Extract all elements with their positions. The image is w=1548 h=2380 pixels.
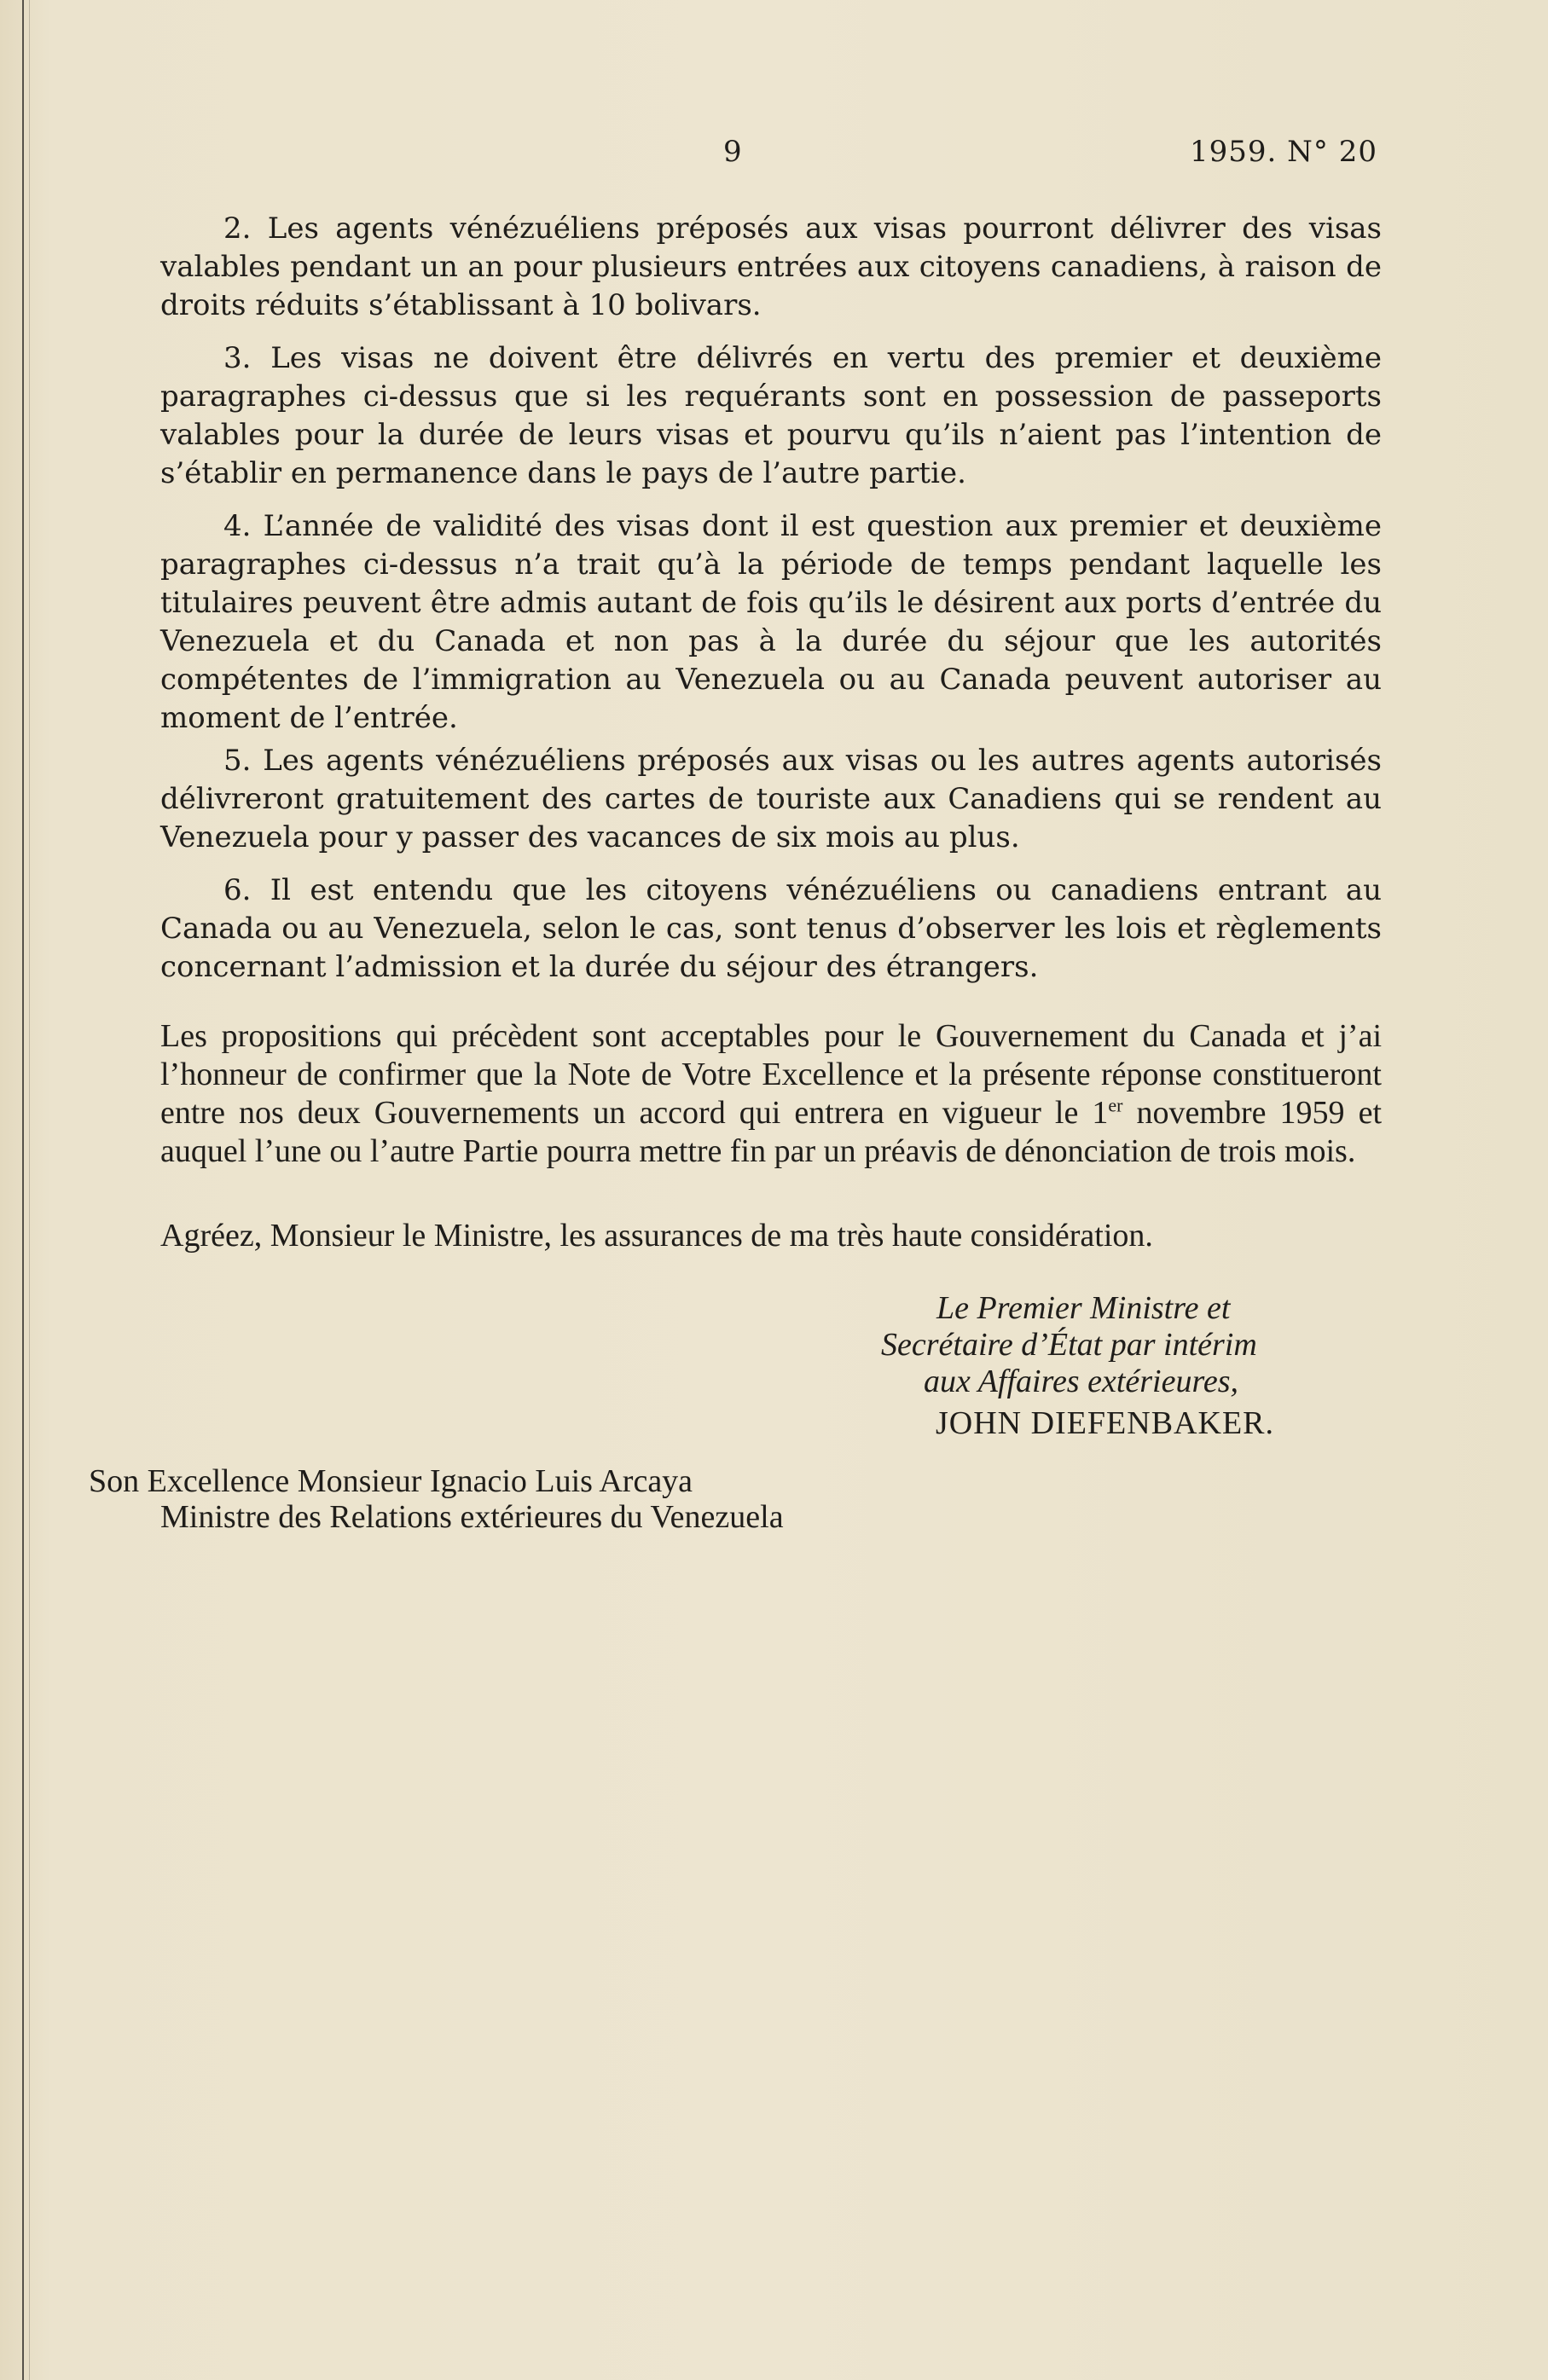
paragraph-5: 5. Les agents vénézuéliens préposés aux visas ou les autres agents autorisés délivreront gratuitement des cartes de touriste aux Canadiens qui se rendent au Venezuela pour y passer des vacances de six mois au plus. (160, 744, 1382, 854)
closing-paragraph (160, 1017, 1382, 1171)
addressee-line-1: Son Excellence Monsieur Ignacio Luis Arcaya (89, 1463, 693, 1499)
page-edge-line (22, 0, 24, 2380)
signature-title-line-2: Secrétaire d’État par intérim (881, 1327, 1257, 1363)
page-number: 9 (723, 135, 742, 169)
paragraph-4: 4. L’année de validité des visas dont il est question aux premier et deuxième paragraphes ci-dessus n’a trait qu’à la période de temps pendant laquelle les titulaires peuvent être admis autant de fois qu’ils le désirent aux ports d’entrée du Venezuela et du Canada et non pas à la durée du séjour que les autorités compétentes de l’immigration au Venezuela ou au Canada peuvent autoriser au moment de l’entrée. (160, 509, 1382, 735)
page-header (0, 135, 1548, 177)
paragraph-3: 3. Les visas ne doivent être délivrés en vertu des premier et deuxième paragraphes ci-dessus que si les requérants sont en possession de passeports valables pour la durée de leurs visas et pourvu qu’ils n’aient pas l’intention de s’établir en permanence dans le pays de l’autre partie. (160, 341, 1382, 490)
addressee-line-2: Ministre des Relations extérieures du Venezuela (160, 1499, 784, 1535)
paragraph-2: 2. Les agents vénézuéliens préposés aux visas pourront délivrer des visas valables pendant un an pour plusieurs entrées aux citoyens canadiens, à raison de droits réduits s’établissant à 10 bolivars. (160, 211, 1382, 322)
salutation: Agréez, Monsieur le Ministre, les assurances de ma très haute considération. (160, 1218, 1153, 1254)
closing-text-start: Les propositions qui précèdent sont acceptables pour le Gouvernement du Canada et j’ai l’honneur de confirmer que la Note de Votre Excellence et la présente réponse constitueront entre nos deux Gouvernements un accord qui entrera en vigueur le 1 (160, 1018, 1382, 1131)
document-reference: 1959. N° 20 (1190, 135, 1377, 169)
closing-text-end: novembre 1959 et auquel l’une ou l’autre Partie pourra mettre fin par un préavis de dénonciation de trois mois. (160, 1095, 1382, 1169)
paragraph-6: 6. Il est entendu que les citoyens vénézuéliens ou canadiens entrant au Canada ou au Venezuela, selon le cas, sont tenus d’observer les lois et règlements concernant l’admission et la durée du séjour des étrangers. (160, 873, 1382, 984)
page-edge-shadow (29, 0, 30, 2380)
signature-title-line-3: aux Affaires extérieures, (924, 1364, 1238, 1399)
signature-title-line-1: Le Premier Ministre et (936, 1290, 1231, 1326)
ordinal-superscript: er (1108, 1094, 1123, 1116)
signatory-name: JOHN DIEFENBAKER. (936, 1405, 1274, 1441)
